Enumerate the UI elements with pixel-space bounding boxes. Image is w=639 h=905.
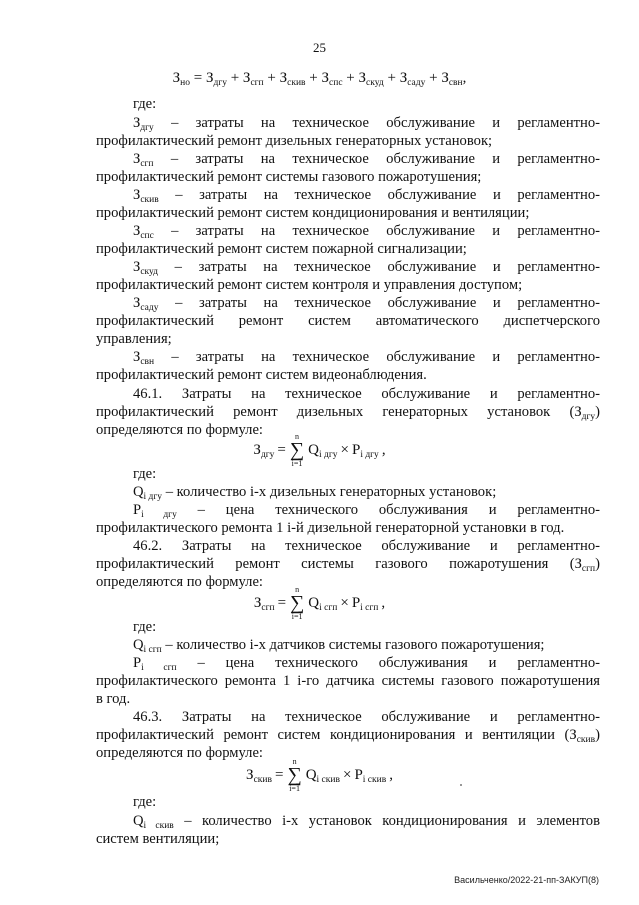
definition-line: $З_{дгу}$ – затраты на техническое обслуживание и регламентно- bbox=[133, 115, 600, 133]
where-label: где: bbox=[133, 619, 157, 635]
formula-skiv: $З_{скив}$ = n ∑ i=1 $Q_{i скив}$ × $P_{i скив}$ , bbox=[246, 757, 393, 793]
definition-line: $З_{сгп}$ – затраты на техническое обслуживание и регламентно- bbox=[133, 151, 600, 169]
section-text: профилактический ремонт системы газового пожаротушения $(З_{сгп})$ bbox=[96, 556, 600, 574]
definition-line: $Q_{i дгу}$ – количество i-х дизельных генераторных установок; bbox=[133, 484, 497, 502]
section-heading-46-2: 46.2. Затраты на техническое обслуживание и регламентно- bbox=[133, 538, 600, 554]
definition-line: $З_{скуд}$ – затраты на техническое обслуживание и регламентно- bbox=[133, 259, 600, 277]
definition-line: профилактический ремонт систем пожарной сигнализации; bbox=[96, 241, 467, 257]
definition-line: $З_{свн}$ – затраты на техническое обслуживание и регламентно- bbox=[133, 349, 600, 367]
section-heading-46-3: 46.3. Затраты на техническое обслуживание и регламентно- bbox=[133, 709, 600, 725]
sum-symbol: n ∑ i=1 bbox=[290, 585, 305, 621]
definition-line: профилактический ремонт систем видеонаблюдения. bbox=[96, 367, 427, 383]
definition-line: $З_{саду}$ – затраты на техническое обслуживание и регламентно- bbox=[133, 295, 600, 313]
where-label: где: bbox=[133, 794, 157, 810]
section-text: определяются по формуле: bbox=[96, 422, 263, 438]
section-text: профилактический ремонт дизельных генераторных установок $(З_{дгу})$ bbox=[96, 404, 600, 422]
definition-line: $P_{i сгп}$ – цена технического обслуживания и регламентно- bbox=[133, 655, 600, 673]
definition-line: $Q_{i скив}$ – количество i-х установок кондиционирования и элементов bbox=[133, 813, 600, 831]
sum-symbol: n ∑ i=1 bbox=[289, 432, 305, 468]
sum-symbol: n ∑ i=1 bbox=[287, 757, 302, 793]
definition-line: $P_{i дгу}$ – цена технического обслуживания и регламентно- bbox=[133, 502, 601, 520]
footer-reference: Васильченко/2022-21-пп-ЗАКУП(8) bbox=[454, 875, 599, 885]
main-formula-lhs: $З_{но}$ bbox=[172, 70, 190, 88]
where-label: где: bbox=[133, 96, 157, 112]
definition-line: систем вентиляции; bbox=[96, 831, 220, 847]
formula-sgp: $З_{сгп}$ = n ∑ i=1 $Q_{i сгп}$ × $P_{i сгп}$ , bbox=[253, 585, 386, 621]
definition-line: $Q_{i сгп}$ – количество i-х датчиков системы газового пожаротушения; bbox=[133, 637, 545, 655]
section-text: определяются по формуле: bbox=[96, 745, 263, 761]
scan-speck bbox=[460, 784, 462, 786]
definition-line: в год. bbox=[96, 691, 131, 707]
page-number: 25 bbox=[313, 40, 326, 55]
definition-line: профилактический ремонт дизельных генераторных установок; bbox=[96, 133, 493, 149]
definition-line: профилактического ремонта 1 i-го датчика системы газового пожаротушения bbox=[96, 673, 600, 689]
formula-dgu: $З_{дгу}$ = n ∑ i=1 $Q_{i дгу}$ × $P_{i дгу}$ , bbox=[253, 432, 386, 468]
where-label: где: bbox=[133, 466, 157, 482]
definition-line: $З_{скив}$ – затраты на техническое обслуживание и регламентно- bbox=[133, 187, 600, 205]
definition-line: профилактический ремонт систем кондиционирования и вентиляции; bbox=[96, 205, 530, 221]
section-text: профилактический ремонт систем кондиционирования и вентиляции $(З_{скив})$ bbox=[96, 727, 600, 745]
definition-line: профилактического ремонта 1 i-й дизельной генераторной установки в год. bbox=[96, 520, 565, 536]
section-text: определяются по формуле: bbox=[96, 574, 263, 590]
definition-line: профилактический ремонт системы газового пожаротушения; bbox=[96, 169, 482, 185]
main-formula: $З_{но} = З_{дгу} + З_{сгп} + З_{скив} + З_{спс} + З_{скуд} + З_{саду} + З_{свн}$, bbox=[172, 70, 467, 88]
definition-line: $З_{спс}$ – затраты на техническое обслуживание и регламентно- bbox=[133, 223, 600, 241]
definition-line: профилактический ремонт систем автоматического диспетчерского bbox=[96, 313, 600, 329]
definition-line: профилактический ремонт систем контроля и управления доступом; bbox=[96, 277, 523, 293]
section-heading-46-1: 46.1. Затраты на техническое обслуживание и регламентно- bbox=[133, 386, 600, 402]
definition-line: управления; bbox=[96, 331, 172, 347]
